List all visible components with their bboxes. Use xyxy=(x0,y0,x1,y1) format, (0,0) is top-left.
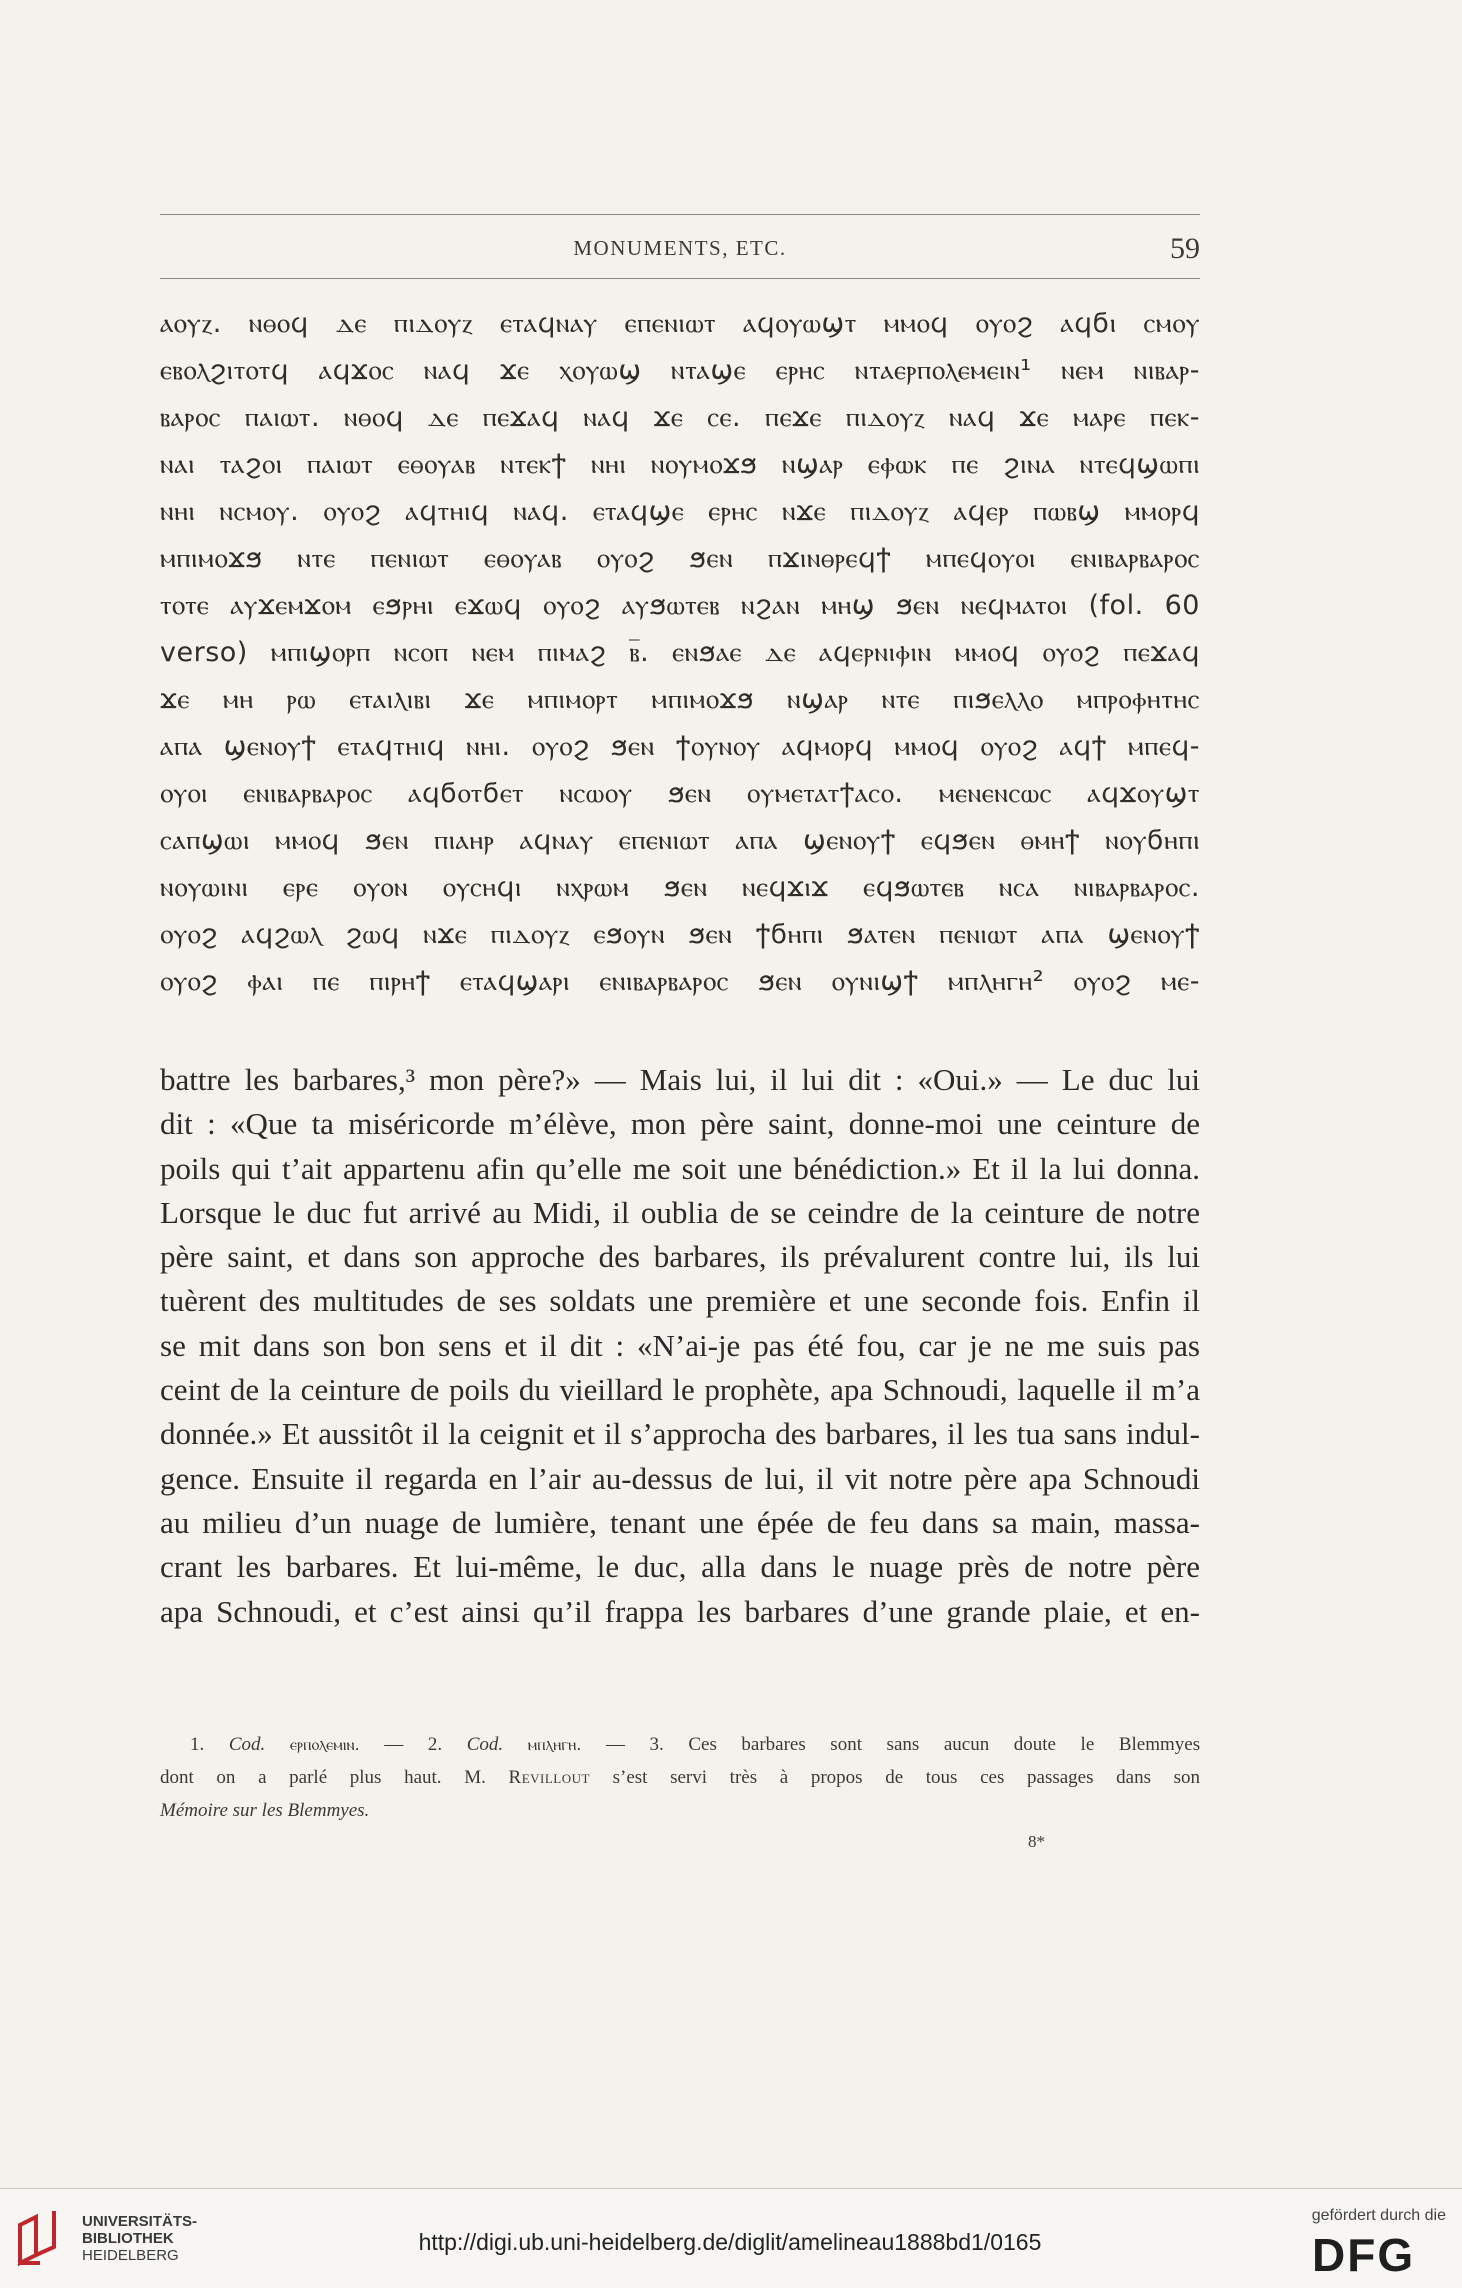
footnote-line-2 xyxy=(160,1761,1200,1794)
footnote-3-text-a: dont on a parlé plus haut. M. xyxy=(160,1767,486,1788)
footnote-1-cod: Cod. xyxy=(228,1734,266,1755)
french-line: ceint de la ceinture de poils du vieillard le prophète, apa Schnoudi, laquelle il m’a xyxy=(160,1372,1200,1408)
library-name[interactable] xyxy=(82,2213,197,2264)
footnote-3-text: — 3. Ces barbares sont sans aucun doute le Blemmyes xyxy=(605,1734,1201,1755)
page-number: 59 xyxy=(1170,232,1200,265)
header-top-rule xyxy=(160,214,1200,215)
dfg-logo-text: DFG xyxy=(1312,2231,1416,2275)
library-name-line-3: HEIDELBERG xyxy=(82,2247,179,2264)
footnote-3-text-b: s’est servi très à propos de tous ces passages dans son xyxy=(612,1767,1201,1788)
french-line: père saint, et dans son approche des barbares, ils prévalurent contre lui, ils lui xyxy=(160,1239,1200,1275)
coptic-line: ⲧⲟⲧⲉ ⲁⲩϫⲉⲙϫⲟⲙ ⲉϧⲣⲏⲓ ⲉϫⲱϥ ⲟⲩⲟϩ ⲁⲩϧⲱⲧⲉⲃ ⲛϩⲁⲛ ⲙⲏϣ ϧⲉⲛ ⲛⲉϥⲙⲁⲧⲟⲓ (fol. 60 xyxy=(160,590,1200,621)
french-line: tuèrent des multitudes de ses soldats une première et une seconde fois. Enfin il xyxy=(160,1283,1200,1319)
footnote-line-3 xyxy=(160,1794,1200,1827)
footnote-2-cod: Cod. xyxy=(466,1734,504,1755)
permalink-url[interactable]: http://digi.ub.uni-heidelberg.de/diglit/amelineau1888bd1/0165 xyxy=(418,2229,1042,2255)
running-head xyxy=(160,232,1200,272)
coptic-line: verso) ⲙⲡⲓϣⲟⲣⲡ ⲛⲥⲟⲡ ⲛⲉⲙ ⲡⲓⲙⲁϩ ⲃ̅. ⲉⲛϧⲁⲉ ⲇⲉ ⲁϥⲉⲣⲛⲓⲫⲓⲛ ⲙⲙⲟϥ ⲟⲩⲟϩ ⲡⲉϫⲁϥ xyxy=(160,637,1200,668)
coptic-line: ⲟⲩⲟϩ ⲁϥϩⲱⲗ ϩⲱϥ ⲛϫⲉ ⲡⲓⲇⲟⲩⲍ ⲉϧⲟⲩⲛ ϧⲉⲛ ϯϭⲏⲡⲓ ϧⲁⲧⲉⲛ ⲡⲉⲛⲓⲱⲧ ⲁⲡⲁ ϣⲉⲛⲟⲩϯ xyxy=(160,919,1200,950)
french-line: poils qui t’ait appartenu afin qu’elle me soit une bénédiction.» Et il la lui donna. xyxy=(160,1150,1200,1186)
french-line: donnée.» Et aussitôt il la ceignit et il s’approcha des barbares, il les tua sans indul- xyxy=(160,1416,1200,1452)
footnote-2-number: — 2. xyxy=(384,1734,443,1755)
funded-by-label: gefördert durch die xyxy=(1311,2207,1446,2224)
coptic-line: ⲙⲡⲓⲙⲟϫϧ ⲛⲧⲉ ⲡⲉⲛⲓⲱⲧ ⲉⲑⲟⲩⲁⲃ ⲟⲩⲟϩ ϧⲉⲛ ⲡϫⲓⲛⲑⲣⲉϥϯ ⲙⲡⲉϥⲟⲩⲟⲓ ⲉⲛⲓⲃⲁⲣⲃⲁⲣⲟⲥ xyxy=(160,543,1200,574)
coptic-line: ⲁⲟⲩⲍ. ⲛⲑⲟϥ ⲇⲉ ⲡⲓⲇⲟⲩⲍ ⲉⲧⲁϥⲛⲁⲩ ⲉⲡⲉⲛⲓⲱⲧ ⲁϥⲟⲩⲱϣⲧ ⲙⲙⲟϥ ⲟⲩⲟϩ ⲁϥϭⲓ ⲥⲙⲟⲩ xyxy=(160,308,1200,339)
french-line: se mit dans son bon sens et il dit : «N’ai-je pas été fou, car je ne me suis pas xyxy=(160,1327,1200,1363)
french-translation-block xyxy=(160,1058,1200,1634)
footnote-2-word: ⲙⲡⲗⲏⲅⲏ. xyxy=(527,1735,582,1754)
coptic-line: ⲛⲁⲓ ⲧⲁϩⲟⲓ ⲡⲁⲓⲱⲧ ⲉⲑⲟⲩⲁⲃ ⲛⲧⲉⲕϯ ⲛⲏⲓ ⲛⲟⲩⲙⲟϫϧ ⲛϣⲁⲣ ⲉⲫⲱⲕ ⲡⲉ ϩⲓⲛⲁ ⲛⲧⲉϥϣⲱⲡⲓ xyxy=(160,449,1200,480)
footnote-3-title: Mémoire sur les Blemmyes. xyxy=(160,1800,370,1821)
french-line: Lorsque le duc fut arrivé au Midi, il oublia de se ceindre de la ceinture de notre xyxy=(160,1194,1200,1230)
french-line: au milieu d’un nuage de lumière, tenant une épée de feu dans sa main, massa- xyxy=(160,1504,1200,1540)
coptic-line: ⲉⲃⲟⲗϩⲓⲧⲟⲧϥ ⲁϥϫⲟⲥ ⲛⲁϥ ϫⲉ ⲭⲟⲩⲱϣ ⲛⲧⲁϣⲉ ⲉⲣⲏⲥ ⲛⲧⲁⲉⲣⲡⲟⲗⲉⲙⲉⲓⲛ¹ ⲛⲉⲙ ⲛⲓⲃⲁⲣ- xyxy=(160,355,1200,386)
header-bottom-rule xyxy=(160,278,1200,279)
coptic-line: ⲛⲟⲩⲱⲓⲛⲓ ⲉⲣⲉ ⲟⲩⲟⲛ ⲟⲩⲥⲏϥⲓ ⲛⲭⲣⲱⲙ ϧⲉⲛ ⲛⲉϥϫⲓϫ ⲉϥϧⲱⲧⲉⲃ ⲛⲥⲁ ⲛⲓⲃⲁⲣⲃⲁⲣⲟⲥ. xyxy=(160,872,1200,903)
footnote-3-author: Revillout xyxy=(508,1767,590,1788)
viewer-footer xyxy=(0,2188,1462,2288)
french-line: apa Schnoudi, et c’est ainsi qu’il frappa les barbares d’une grande plaie, et en- xyxy=(160,1593,1200,1629)
library-name-line-1: UNIVERSITÄTS- xyxy=(82,2213,198,2230)
sheet-signature-mark: 8* xyxy=(1028,1832,1045,1851)
coptic-line: ⲁⲡⲁ ϣⲉⲛⲟⲩϯ ⲉⲧⲁϥⲧⲏⲓϥ ⲛⲏⲓ. ⲟⲩⲟϩ ϧⲉⲛ ϯⲟⲩⲛⲟⲩ ⲁϥⲙⲟⲣϥ ⲙⲙⲟϥ ⲟⲩⲟϩ ⲁϥϯ ⲙⲡⲉϥ- xyxy=(160,731,1200,762)
french-line: gence. Ensuite il regarda en l’air au-dessus de lui, il vit notre père apa Schnoudi xyxy=(160,1460,1200,1496)
french-line: crant les barbares. Et lui-même, le duc, alla dans le nuage près de notre père xyxy=(160,1549,1200,1585)
footnote-1-word: ⲉⲣⲡⲟⲗⲉⲙⲓⲛ. xyxy=(289,1735,360,1754)
french-line: dit : «Que ta miséricorde m’élève, mon père saint, donne-moi une ceinture de xyxy=(160,1106,1200,1142)
coptic-line: ⲛⲏⲓ ⲛⲥⲙⲟⲩ. ⲟⲩⲟϩ ⲁϥⲧⲏⲓϥ ⲛⲁϥ. ⲉⲧⲁϥϣⲉ ⲉⲣⲏⲥ ⲛϫⲉ ⲡⲓⲇⲟⲩⲍ ⲁϥⲉⲣ ⲡⲱⲃϣ ⲙⲙⲟⲣϥ xyxy=(160,496,1200,527)
footnote-1-number: 1. xyxy=(190,1734,205,1755)
coptic-line: ⲟⲩⲟⲓ ⲉⲛⲓⲃⲁⲣⲃⲁⲣⲟⲥ ⲁϥϭⲟⲧϭⲉⲧ ⲛⲥⲱⲟⲩ ϧⲉⲛ ⲟⲩⲙⲉⲧⲁⲧϯⲁⲥⲟ. ⲙⲉⲛⲉⲛⲥⲱⲥ ⲁϥϫⲟⲩϣⲧ xyxy=(160,778,1200,809)
footnote-line-1 xyxy=(160,1728,1200,1761)
library-logo-icon[interactable] xyxy=(14,2211,72,2269)
dfg-logo-icon[interactable] xyxy=(1312,2231,1444,2275)
library-name-line-2: BIBLIOTHEK xyxy=(82,2230,174,2247)
french-line: battre les barbares,³ mon père?» — Mais lui, il lui dit : «Oui.» — Le duc lui xyxy=(160,1062,1200,1097)
coptic-text-block xyxy=(160,300,1200,1005)
footnotes xyxy=(160,1728,1200,1827)
coptic-line: ϫⲉ ⲙⲏ ⲣⲱ ⲉⲧⲁⲓⲗⲓⲃⲓ ϫⲉ ⲙⲡⲓⲙⲟⲣⲧ ⲙⲡⲓⲙⲟϫϧ ⲛϣⲁⲣ ⲛⲧⲉ ⲡⲓϧⲉⲗⲗⲟ ⲙⲡⲣⲟⲫⲏⲧⲏⲥ xyxy=(160,684,1200,715)
coptic-line: ⲟⲩⲟϩ ⲫⲁⲓ ⲡⲉ ⲡⲓⲣⲏϯ ⲉⲧⲁϥϣⲁⲣⲓ ⲉⲛⲓⲃⲁⲣⲃⲁⲣⲟⲥ ϧⲉⲛ ⲟⲩⲛⲓϣϯ ⲙⲡⲗⲏⲅⲏ² ⲟⲩⲟϩ ⲙⲉ- xyxy=(160,966,1200,997)
coptic-line: ⲃⲁⲣⲟⲥ ⲡⲁⲓⲱⲧ. ⲛⲑⲟϥ ⲇⲉ ⲡⲉϫⲁϥ ⲛⲁϥ ϫⲉ ⲥⲉ. ⲡⲉϫⲉ ⲡⲓⲇⲟⲩⲍ ⲛⲁϥ ϫⲉ ⲙⲁⲣⲉ ⲡⲉⲕ- xyxy=(160,402,1200,433)
coptic-line: ⲥⲁⲡϣⲱⲓ ⲙⲙⲟϥ ϧⲉⲛ ⲡⲓⲁⲏⲣ ⲁϥⲛⲁⲩ ⲉⲡⲉⲛⲓⲱⲧ ⲁⲡⲁ ϣⲉⲛⲟⲩϯ ⲉϥϧⲉⲛ ⲑⲙⲏϯ ⲛⲟⲩϭⲏⲡⲓ xyxy=(160,825,1200,856)
running-title: MONUMENTS, ETC. xyxy=(573,236,787,260)
